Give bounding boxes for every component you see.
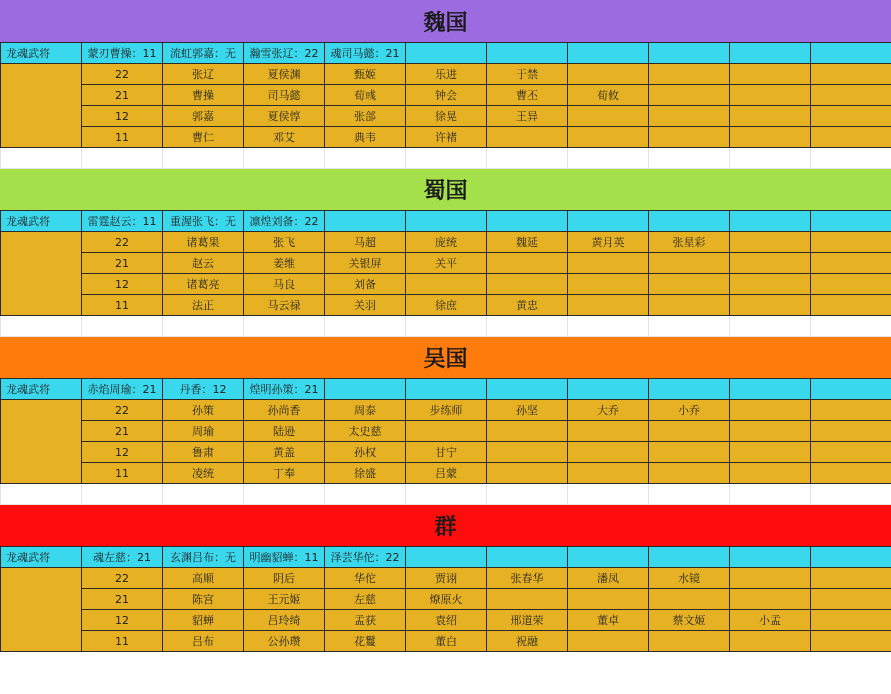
hero-name-cell[interactable]: 曹丕: [487, 85, 568, 106]
hero-name-cell[interactable]: 曹仁: [163, 127, 244, 148]
level-cell[interactable]: 22: [82, 64, 163, 85]
kingdom-section: [0, 0, 891, 169]
empty-cell[interactable]: [325, 148, 406, 169]
empty-cell[interactable]: [82, 316, 163, 337]
table-row: [1, 274, 891, 295]
header-cell[interactable]: 魂司马懿：21: [325, 43, 406, 64]
hero-name-cell[interactable]: 姜维: [244, 253, 325, 274]
table-row: [1, 610, 891, 631]
hero-name-cell[interactable]: [649, 442, 730, 463]
hero-name-cell[interactable]: [406, 421, 487, 442]
empty-cell[interactable]: [811, 85, 891, 106]
hero-name-cell[interactable]: 高顺: [163, 568, 244, 589]
empty-cell[interactable]: [811, 484, 891, 505]
header-cell[interactable]: [487, 379, 568, 400]
hero-name-cell[interactable]: 甘宁: [406, 442, 487, 463]
hero-name-cell[interactable]: 潘凤: [568, 568, 649, 589]
kingdom-section: [0, 505, 891, 652]
table-row: [1, 463, 891, 484]
empty-cell[interactable]: [163, 148, 244, 169]
level-cell[interactable]: 21: [82, 253, 163, 274]
header-cell[interactable]: [487, 547, 568, 568]
header-row: [1, 211, 891, 232]
hero-name-cell[interactable]: 徐晃: [406, 106, 487, 127]
hero-name-cell[interactable]: 马超: [325, 232, 406, 253]
hero-name-cell[interactable]: 孙策: [163, 400, 244, 421]
hero-name-cell[interactable]: 黄盖: [244, 442, 325, 463]
hero-name-cell[interactable]: [730, 85, 811, 106]
level-cell[interactable]: 22: [82, 568, 163, 589]
hero-name-cell[interactable]: 大乔: [568, 400, 649, 421]
hero-name-cell[interactable]: [568, 463, 649, 484]
hero-name-cell[interactable]: 甄姬: [325, 64, 406, 85]
hero-name-cell[interactable]: 凌统: [163, 463, 244, 484]
hero-name-cell[interactable]: 黄月英: [568, 232, 649, 253]
hero-name-cell[interactable]: [730, 400, 811, 421]
hero-name-cell[interactable]: 曹操: [163, 85, 244, 106]
empty-cell[interactable]: [811, 253, 891, 274]
hero-name-cell[interactable]: [487, 442, 568, 463]
hero-name-cell[interactable]: 孙权: [325, 442, 406, 463]
empty-cell[interactable]: [568, 316, 649, 337]
hero-name-cell[interactable]: [730, 127, 811, 148]
hero-name-cell[interactable]: 公孙瓒: [244, 631, 325, 652]
hero-name-cell[interactable]: [649, 253, 730, 274]
hero-name-cell[interactable]: [649, 274, 730, 295]
hero-name-cell[interactable]: 鲁肃: [163, 442, 244, 463]
hero-name-cell[interactable]: 周瑜: [163, 421, 244, 442]
empty-cell[interactable]: [811, 442, 891, 463]
hero-name-cell[interactable]: [568, 127, 649, 148]
header-cell[interactable]: 重渥张飞：无: [163, 211, 244, 232]
empty-cell[interactable]: [244, 148, 325, 169]
header-cell[interactable]: [325, 211, 406, 232]
hero-name-cell[interactable]: 孙坚: [487, 400, 568, 421]
hero-name-cell[interactable]: 于禁: [487, 64, 568, 85]
empty-cell[interactable]: [82, 484, 163, 505]
hero-name-cell[interactable]: 蔡文姬: [649, 610, 730, 631]
hero-name-cell[interactable]: 董卓: [568, 610, 649, 631]
hero-name-cell[interactable]: 邢道荣: [487, 610, 568, 631]
hero-name-cell[interactable]: 张星彩: [649, 232, 730, 253]
empty-cell[interactable]: [406, 148, 487, 169]
hero-name-cell[interactable]: [730, 568, 811, 589]
hero-name-cell[interactable]: 钟会: [406, 85, 487, 106]
side-label[interactable]: 龙魂武将: [1, 547, 82, 568]
header-cell[interactable]: [406, 211, 487, 232]
empty-cell[interactable]: [487, 148, 568, 169]
hero-name-cell[interactable]: [730, 589, 811, 610]
hero-name-cell[interactable]: 关银屏: [325, 253, 406, 274]
header-row: [1, 547, 891, 568]
empty-cell[interactable]: [811, 127, 891, 148]
empty-cell[interactable]: [730, 316, 811, 337]
hero-name-cell[interactable]: 张飞: [244, 232, 325, 253]
table-row: [1, 106, 891, 127]
hero-name-cell[interactable]: 马云禄: [244, 295, 325, 316]
empty-cell[interactable]: [325, 316, 406, 337]
hero-name-cell[interactable]: 张春华: [487, 568, 568, 589]
table-row: [1, 127, 891, 148]
hero-name-cell[interactable]: 陈宫: [163, 589, 244, 610]
side-merged-cell[interactable]: [1, 400, 82, 484]
hero-name-cell[interactable]: 小乔: [649, 400, 730, 421]
hero-name-cell[interactable]: [568, 64, 649, 85]
hero-name-cell[interactable]: 马良: [244, 274, 325, 295]
hero-name-cell[interactable]: 司马懿: [244, 85, 325, 106]
hero-name-cell[interactable]: 法正: [163, 295, 244, 316]
hero-name-cell[interactable]: [568, 274, 649, 295]
side-label[interactable]: 龙魂武将: [1, 379, 82, 400]
hero-name-cell[interactable]: 陆逊: [244, 421, 325, 442]
level-cell[interactable]: 21: [82, 421, 163, 442]
hero-name-cell[interactable]: [649, 106, 730, 127]
hero-name-cell[interactable]: 董白: [406, 631, 487, 652]
kingdom-table: [0, 378, 891, 505]
header-cell[interactable]: [406, 379, 487, 400]
header-cell[interactable]: [649, 379, 730, 400]
hero-name-cell[interactable]: 丁奉: [244, 463, 325, 484]
level-cell[interactable]: 11: [82, 295, 163, 316]
hero-name-cell[interactable]: 荀彧: [325, 85, 406, 106]
hero-name-cell[interactable]: [406, 274, 487, 295]
hero-name-cell[interactable]: [568, 631, 649, 652]
hero-name-cell[interactable]: [568, 421, 649, 442]
hero-name-cell[interactable]: [730, 232, 811, 253]
empty-cell[interactable]: [811, 295, 891, 316]
hero-name-cell[interactable]: 张辽: [163, 64, 244, 85]
hero-name-cell[interactable]: 吕玲绮: [244, 610, 325, 631]
empty-cell[interactable]: [1, 316, 82, 337]
hero-name-cell[interactable]: [568, 253, 649, 274]
hero-name-cell[interactable]: 贾诩: [406, 568, 487, 589]
empty-cell[interactable]: [568, 484, 649, 505]
header-row: [1, 43, 891, 64]
hero-name-cell[interactable]: 吕蒙: [406, 463, 487, 484]
table-row: [1, 64, 891, 85]
hero-name-cell[interactable]: [649, 295, 730, 316]
hero-name-cell[interactable]: [487, 274, 568, 295]
empty-cell[interactable]: [649, 148, 730, 169]
hero-name-cell[interactable]: 燎原火: [406, 589, 487, 610]
blank-row: [1, 484, 891, 505]
header-cell[interactable]: 魂左慈：21: [82, 547, 163, 568]
hero-name-cell[interactable]: 许褚: [406, 127, 487, 148]
header-cell[interactable]: [487, 43, 568, 64]
hero-name-cell[interactable]: 貂蝉: [163, 610, 244, 631]
header-cell[interactable]: [649, 211, 730, 232]
hero-name-cell[interactable]: 荀攸: [568, 85, 649, 106]
hero-name-cell[interactable]: 步练师: [406, 400, 487, 421]
table-row: [1, 631, 891, 652]
header-cell[interactable]: [487, 211, 568, 232]
table-row: [1, 568, 891, 589]
hero-name-cell[interactable]: [487, 421, 568, 442]
hero-name-cell[interactable]: 华佗: [325, 568, 406, 589]
empty-cell[interactable]: [1, 484, 82, 505]
hero-name-cell[interactable]: 花鬘: [325, 631, 406, 652]
hero-name-cell[interactable]: [487, 127, 568, 148]
hero-name-cell[interactable]: [649, 64, 730, 85]
empty-cell[interactable]: [730, 484, 811, 505]
kingdom-table: [0, 210, 891, 337]
blank-row: [1, 316, 891, 337]
empty-cell[interactable]: [811, 421, 891, 442]
empty-cell[interactable]: [325, 484, 406, 505]
hero-name-cell[interactable]: [649, 127, 730, 148]
hero-name-cell[interactable]: [649, 85, 730, 106]
hero-name-cell[interactable]: 小孟: [730, 610, 811, 631]
side-merged-cell[interactable]: [1, 568, 82, 652]
header-cell[interactable]: [568, 43, 649, 64]
header-cell[interactable]: [649, 547, 730, 568]
hero-name-cell[interactable]: 祝融: [487, 631, 568, 652]
hero-name-cell[interactable]: [730, 106, 811, 127]
hero-name-cell[interactable]: [730, 421, 811, 442]
hero-name-cell[interactable]: 魏延: [487, 232, 568, 253]
header-cell[interactable]: [568, 547, 649, 568]
hero-name-cell[interactable]: 关羽: [325, 295, 406, 316]
header-cell[interactable]: [730, 43, 811, 64]
table-row: [1, 589, 891, 610]
table-row: [1, 400, 891, 421]
header-cell[interactable]: 玄渊吕布：无: [163, 547, 244, 568]
empty-cell[interactable]: [811, 631, 891, 652]
header-cell[interactable]: 泽芸华佗：22: [325, 547, 406, 568]
hero-name-cell[interactable]: [649, 631, 730, 652]
blank-row: [1, 148, 891, 169]
hero-name-cell[interactable]: [649, 421, 730, 442]
kingdom-title: 吴国: [0, 337, 891, 378]
kingdom-section: [0, 169, 891, 337]
table-row: [1, 295, 891, 316]
hero-name-cell[interactable]: 吕布: [163, 631, 244, 652]
table-row: [1, 253, 891, 274]
hero-name-cell[interactable]: 夏侯渊: [244, 64, 325, 85]
header-cell[interactable]: 明幽貂蝉：11: [244, 547, 325, 568]
level-cell[interactable]: 22: [82, 232, 163, 253]
header-cell[interactable]: [568, 211, 649, 232]
level-cell[interactable]: 11: [82, 631, 163, 652]
hero-name-cell[interactable]: 孟获: [325, 610, 406, 631]
hero-name-cell[interactable]: 张郃: [325, 106, 406, 127]
empty-cell[interactable]: [163, 316, 244, 337]
table-row: [1, 232, 891, 253]
hero-name-cell[interactable]: 袁绍: [406, 610, 487, 631]
hero-name-cell[interactable]: 徐庶: [406, 295, 487, 316]
side-merged-cell[interactable]: [1, 64, 82, 148]
level-cell[interactable]: 11: [82, 127, 163, 148]
table-row: [1, 421, 891, 442]
level-cell[interactable]: 22: [82, 400, 163, 421]
level-cell[interactable]: 21: [82, 85, 163, 106]
hero-name-cell[interactable]: [487, 463, 568, 484]
hero-name-cell[interactable]: [649, 463, 730, 484]
header-cell[interactable]: [811, 43, 891, 64]
hero-name-cell[interactable]: 孙尚香: [244, 400, 325, 421]
level-cell[interactable]: 12: [82, 274, 163, 295]
hero-name-cell[interactable]: [730, 463, 811, 484]
kingdom-section: [0, 337, 891, 505]
empty-cell[interactable]: [163, 484, 244, 505]
empty-cell[interactable]: [811, 463, 891, 484]
hero-name-cell[interactable]: 王异: [487, 106, 568, 127]
hero-name-cell[interactable]: [730, 295, 811, 316]
hero-name-cell[interactable]: 徐盛: [325, 463, 406, 484]
empty-cell[interactable]: [244, 484, 325, 505]
hero-name-cell[interactable]: [568, 442, 649, 463]
hero-name-cell[interactable]: 郭嘉: [163, 106, 244, 127]
header-cell[interactable]: [811, 379, 891, 400]
empty-cell[interactable]: [82, 148, 163, 169]
empty-cell[interactable]: [568, 148, 649, 169]
empty-cell[interactable]: [811, 232, 891, 253]
header-cell[interactable]: 丹香：12: [163, 379, 244, 400]
header-cell[interactable]: [811, 211, 891, 232]
empty-cell[interactable]: [811, 568, 891, 589]
level-cell[interactable]: 11: [82, 463, 163, 484]
hero-name-cell[interactable]: 诸葛亮: [163, 274, 244, 295]
side-label[interactable]: 龙魂武将: [1, 43, 82, 64]
header-cell[interactable]: [811, 547, 891, 568]
hero-name-cell[interactable]: 阴后: [244, 568, 325, 589]
hero-name-cell[interactable]: [730, 253, 811, 274]
kingdom-title: 蜀国: [0, 169, 891, 210]
header-cell[interactable]: 雷霆赵云：11: [82, 211, 163, 232]
empty-cell[interactable]: [730, 148, 811, 169]
header-cell[interactable]: 煌明孙策：21: [244, 379, 325, 400]
hero-name-cell[interactable]: 王元姬: [244, 589, 325, 610]
hero-name-cell[interactable]: 诸葛果: [163, 232, 244, 253]
hero-name-cell[interactable]: 赵云: [163, 253, 244, 274]
hero-name-cell[interactable]: 周泰: [325, 400, 406, 421]
hero-name-cell[interactable]: 夏侯惇: [244, 106, 325, 127]
kingdom-table: [0, 42, 891, 169]
level-cell[interactable]: 12: [82, 442, 163, 463]
header-cell[interactable]: 蒙刃曹操：11: [82, 43, 163, 64]
empty-cell[interactable]: [406, 484, 487, 505]
empty-cell[interactable]: [811, 400, 891, 421]
header-cell[interactable]: 瀚雪张辽：22: [244, 43, 325, 64]
header-cell[interactable]: [406, 43, 487, 64]
header-cell[interactable]: [649, 43, 730, 64]
hero-name-cell[interactable]: [649, 589, 730, 610]
hero-name-cell[interactable]: 左慈: [325, 589, 406, 610]
hero-name-cell[interactable]: 水镜: [649, 568, 730, 589]
empty-cell[interactable]: [244, 316, 325, 337]
level-cell[interactable]: 21: [82, 589, 163, 610]
hero-name-cell[interactable]: [568, 589, 649, 610]
empty-cell[interactable]: [811, 148, 891, 169]
header-cell[interactable]: 流虹郭嘉：无: [163, 43, 244, 64]
empty-cell[interactable]: [811, 610, 891, 631]
level-cell[interactable]: 12: [82, 610, 163, 631]
empty-cell[interactable]: [811, 589, 891, 610]
hero-name-cell[interactable]: 乐进: [406, 64, 487, 85]
side-label[interactable]: 龙魂武将: [1, 211, 82, 232]
header-cell[interactable]: [730, 379, 811, 400]
header-cell[interactable]: [325, 379, 406, 400]
header-cell[interactable]: [406, 547, 487, 568]
header-cell[interactable]: 赤焰周瑜：21: [82, 379, 163, 400]
hero-name-cell[interactable]: 刘备: [325, 274, 406, 295]
level-cell[interactable]: 12: [82, 106, 163, 127]
empty-cell[interactable]: [406, 316, 487, 337]
hero-name-cell[interactable]: 关平: [406, 253, 487, 274]
header-cell[interactable]: [730, 211, 811, 232]
empty-cell[interactable]: [1, 148, 82, 169]
hero-name-cell[interactable]: [568, 295, 649, 316]
empty-cell[interactable]: [811, 64, 891, 85]
kingdom-title: 群: [0, 505, 891, 546]
empty-cell[interactable]: [487, 316, 568, 337]
hero-name-cell[interactable]: [730, 274, 811, 295]
table-row: [1, 442, 891, 463]
empty-cell[interactable]: [811, 274, 891, 295]
empty-cell[interactable]: [811, 316, 891, 337]
hero-name-cell[interactable]: [730, 631, 811, 652]
hero-name-cell[interactable]: 黄忠: [487, 295, 568, 316]
hero-name-cell[interactable]: [730, 442, 811, 463]
side-merged-cell[interactable]: [1, 232, 82, 316]
hero-name-cell[interactable]: 典韦: [325, 127, 406, 148]
header-row: [1, 379, 891, 400]
hero-name-cell[interactable]: 太史慈: [325, 421, 406, 442]
kingdom-table: [0, 546, 891, 652]
hero-name-cell[interactable]: 邓艾: [244, 127, 325, 148]
header-cell[interactable]: [730, 547, 811, 568]
hero-name-cell[interactable]: [487, 253, 568, 274]
table-row: [1, 85, 891, 106]
kingdom-title: 魏国: [0, 0, 891, 42]
empty-cell[interactable]: [811, 106, 891, 127]
empty-cell[interactable]: [487, 484, 568, 505]
hero-name-cell[interactable]: [568, 106, 649, 127]
header-cell[interactable]: 凛煌刘备：22: [244, 211, 325, 232]
hero-name-cell[interactable]: [487, 589, 568, 610]
hero-name-cell[interactable]: [730, 64, 811, 85]
empty-cell[interactable]: [649, 316, 730, 337]
empty-cell[interactable]: [649, 484, 730, 505]
header-cell[interactable]: [568, 379, 649, 400]
hero-name-cell[interactable]: 庞统: [406, 232, 487, 253]
